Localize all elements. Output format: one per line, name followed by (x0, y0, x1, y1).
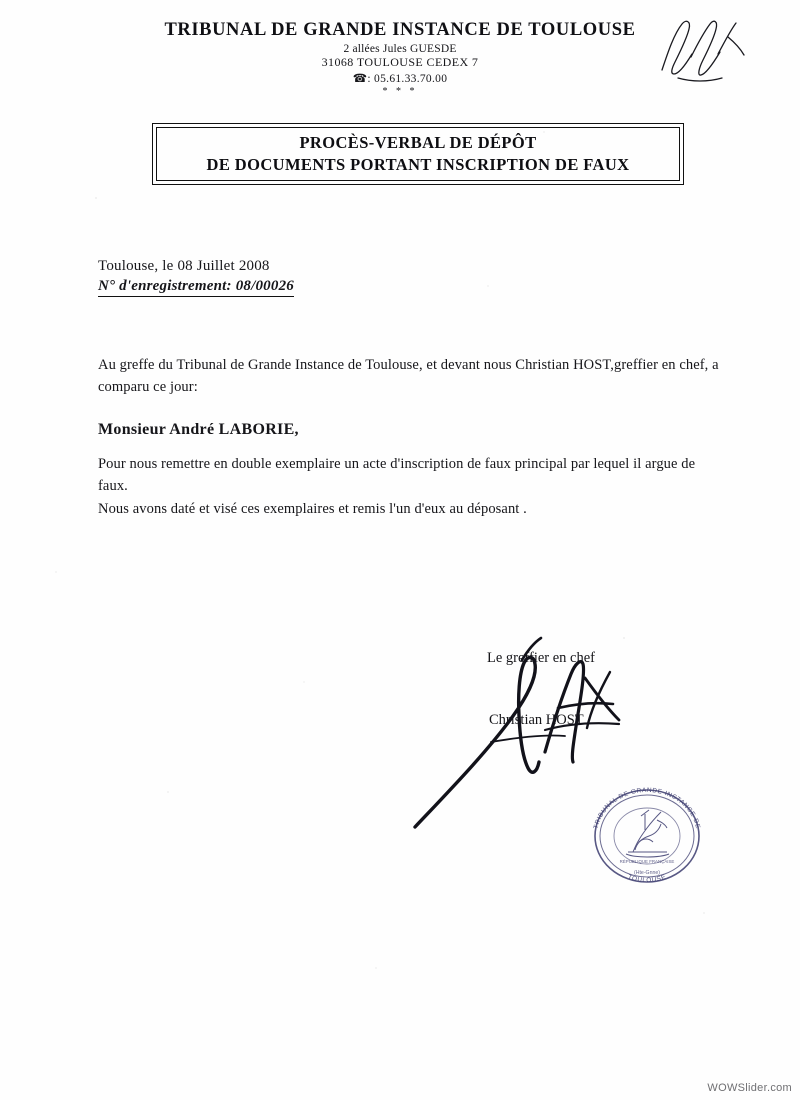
registration-line (98, 278, 294, 297)
appearing-party-name: Monsieur André LABORIE, (98, 421, 299, 438)
stamp-inner-text-2: (Hte-Gnne) (634, 870, 660, 876)
document-title-inner (156, 127, 680, 181)
paragraph-purpose: Pour nous remettre en double exemplaire un acte d'inscription de faux principal par lequel il argue de faux. (98, 456, 696, 495)
court-name: TRIBUNAL DE GRANDE INSTANCE DE TOULOUSE (164, 20, 636, 40)
header-separator: * * * (382, 86, 418, 97)
court-address-line-2: 31068 TOULOUSE CEDEX 7 (321, 55, 479, 69)
paragraph-closing: Nous avons daté et visé ces exemplaires et remis l'un d'eux au déposant . (98, 501, 527, 517)
place-and-date: Toulouse, le 08 Juillet 2008 (98, 258, 270, 274)
official-round-stamp-icon (583, 780, 711, 890)
handwritten-annotation-icon (648, 12, 758, 92)
signatory-name: Christian HOST (489, 712, 584, 728)
document-meta (98, 258, 294, 297)
court-address-line-1: 2 allées Jules GUESDE (343, 43, 457, 55)
registration-number: 08/00026 (235, 278, 294, 294)
document-title-line-2: DE DOCUMENTS PORTANT INSCRIPTION DE FAUX (206, 155, 630, 174)
stamp-outer-text-bottom: TOULOUSE (626, 873, 668, 885)
paragraph-intro: Au greffe du Tribunal de Grande Instance de Toulouse, et devant nous Christian HOST,greffier en chef, a comparu ce jour: (98, 357, 719, 396)
signature-role: Le greffier en chef (487, 650, 596, 666)
watermark: WOWSlider.com (707, 1082, 792, 1094)
stamp-inner-text-1: RÉPUBLIQUE FRANÇAISE (619, 859, 675, 864)
document-title-box (152, 123, 684, 185)
registration-label: N° d'enregistrement: (98, 278, 232, 294)
document-title-line-1: PROCÈS-VERBAL DE DÉPÔT (299, 132, 537, 152)
stamp-outer-text: TRIBUNAL DE GRANDE INSTANCE DE (592, 786, 702, 830)
court-phone: ☎: 05.61.33.70.00 (352, 73, 448, 85)
